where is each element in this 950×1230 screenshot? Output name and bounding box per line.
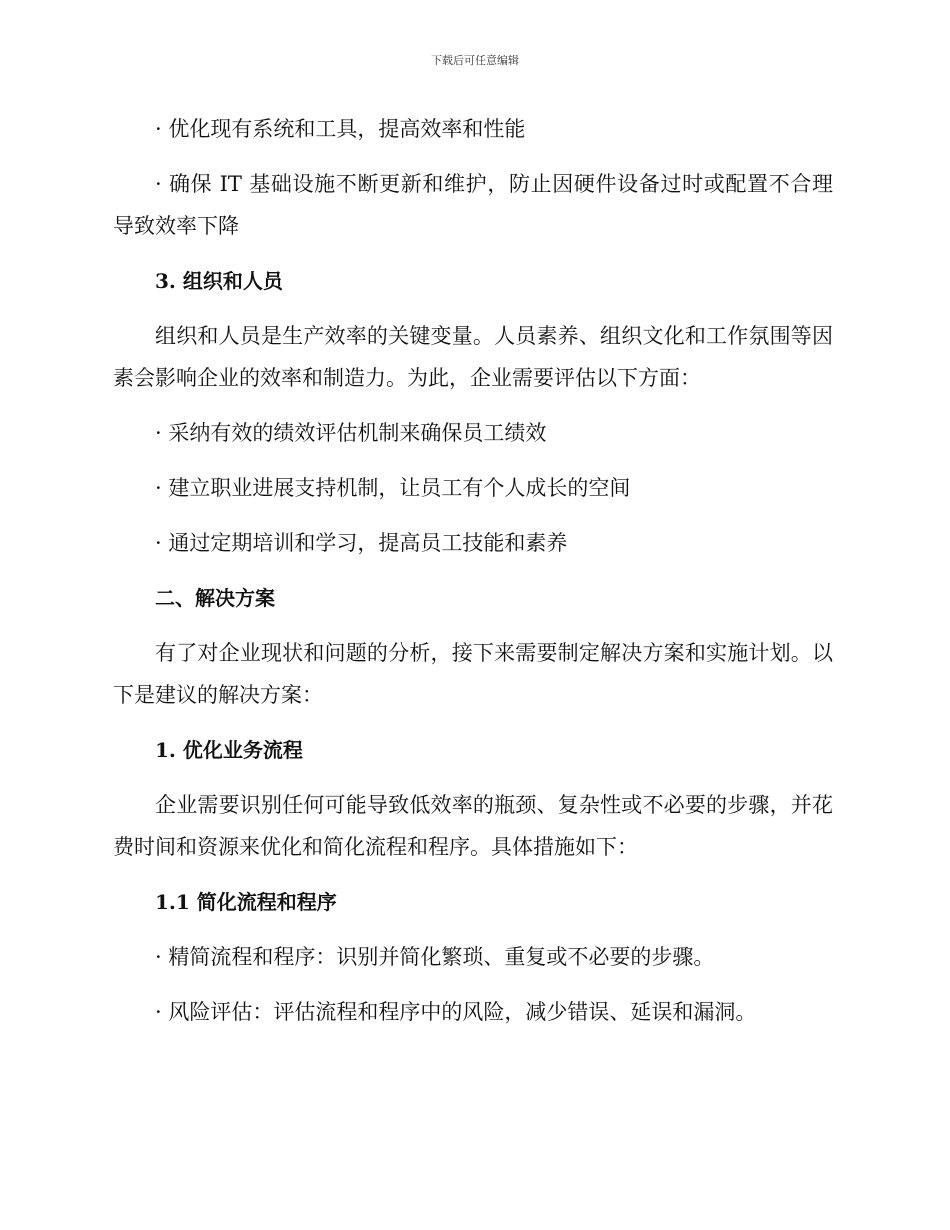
section-heading: 1. 优化业务流程	[155, 738, 303, 762]
paragraph: 有了对企业现状和问题的分析，接下来需要制定解决方案和实施计划。以下是建议的解决方案：	[113, 641, 833, 707]
bullet-item: · 精简流程和程序：识别并简化繁琐、重复或不必要的步骤。	[155, 945, 715, 969]
section-heading: 二、解决方案	[155, 586, 275, 610]
bullet-item: · 风险评估：评估流程和程序中的风险，减少错误、延误和漏洞。	[155, 1000, 757, 1024]
bullet-item: · 采纳有效的绩效评估机制来确保员工绩效	[155, 421, 547, 445]
page-header: 下载后可任意编辑	[431, 54, 519, 67]
bullet-item: · 确保 IT 基础设施不断更新和维护，防止因硬件设备过时或配置不合理导致效率下降	[113, 172, 833, 238]
bullet-item: · 建立职业进展支持机制，让员工有个人成长的空间	[155, 476, 631, 500]
subsection-heading: 1.1 简化流程和程序	[155, 890, 337, 914]
bullet-item: · 优化现有系统和工具，提高效率和性能	[155, 117, 526, 141]
paragraph: 企业需要识别任何可能导致低效率的瓶颈、复杂性或不必要的步骤，并花费时间和资源来优化和简化流程和程序。具体措施如下：	[113, 793, 833, 859]
bullet-item: · 通过定期培训和学习，提高员工技能和素养	[155, 531, 568, 555]
section-heading: 3. 组织和人员	[155, 269, 283, 293]
document-body	[113, 108, 833, 1046]
paragraph: 组织和人员是生产效率的关键变量。人员素养、组织文化和工作氛围等因素会影响企业的效率和制造力。为此，企业需要评估以下方面：	[113, 324, 833, 390]
